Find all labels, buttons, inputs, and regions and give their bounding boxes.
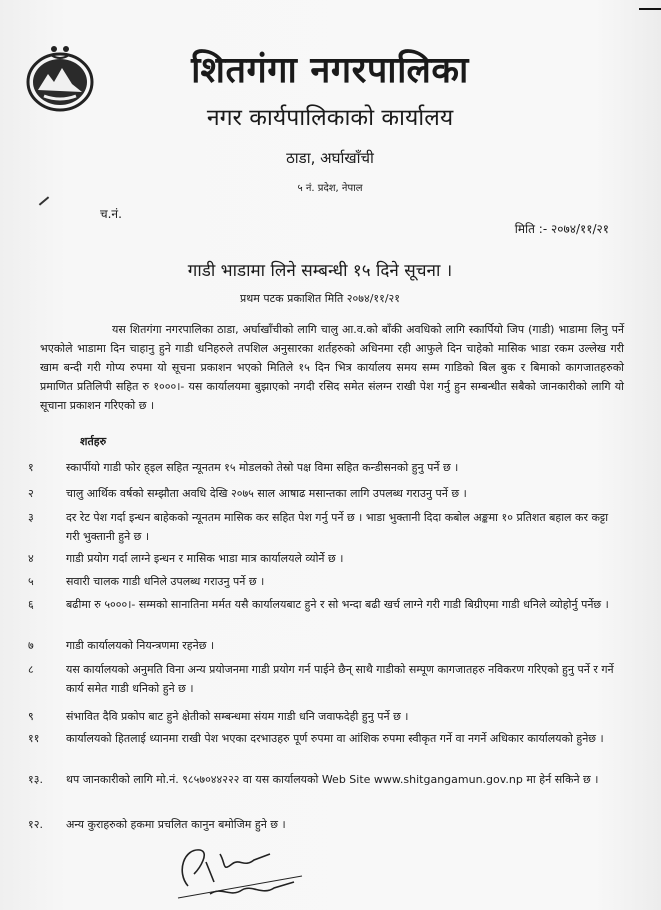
first-published-date: प्रथम पटक प्रकाशित मिति २०७४/११/२१ <box>240 292 400 305</box>
condition-text: यस कार्यालयको अनुमति विना अन्य प्रयोजनमा गाडी प्रयोग गर्न पाईने छैन् साथै गाडीको सम्पूण कागजातहरु नविकरण गरिएको हुनु पर्ने र गर्ने कार्य समेत गाडी धनिको हुने छ । <box>66 663 614 695</box>
terms-heading: शर्तहरु <box>80 435 107 448</box>
condition-number: ९ <box>28 710 34 723</box>
condition-text: सवारी चालक गाडी धनिले उपलब्ध गराउनु पर्ने छ । <box>66 575 265 588</box>
office-location: ठाडा, अर्घाखाँची <box>286 149 374 167</box>
condition-text: गाडी कार्यालयको नियन्त्रणमा रहनेछ । <box>66 639 215 652</box>
condition-number: १ <box>28 461 34 474</box>
document-date: मिति :- २०७४/११/२१ <box>514 222 609 236</box>
condition-text: अन्य कुराहरुको हकमा प्रचलित कानुन बमोजिम हुने छ । <box>66 818 286 831</box>
office-subtitle: नगर कार्यपालिकाको कार्यालय <box>206 105 454 131</box>
condition-text: संभावित दैवि प्रकोप बाट हुने क्षेतीको सम्बन्धमा संयम गाडी धनि जवाफदेही हुनु पर्ने छ । <box>66 710 409 723</box>
condition-number: १३. <box>28 773 43 786</box>
condition-number: ६ <box>28 598 34 611</box>
condition-text: बढीमा रु ५०००।- सम्मको सानातिना मर्मत यसै कार्यालयबाट हुने र सो भन्दा बढी खर्च लाग्ने गरी गाडी बिग्रीएमा गाडी धनिले व्योहोर्नु पर्नेछ । <box>66 598 609 611</box>
condition-number: ७ <box>28 639 34 652</box>
condition-text: दर रेट पेश गर्दा इन्धन बाहेकको न्यूनतम मासिक कर सहित पेश गर्नु पर्ने छ । भाडा भुक्तानी दिदा कबोल अङ्कमा १० प्रतिशत बहाल कर कट्टा गरी भुक्तानी हुने छ । <box>66 511 609 543</box>
condition-number: ११ <box>28 732 40 745</box>
pen-mark <box>39 196 49 205</box>
condition-text: गाडी प्रयोग गर्दा लाग्ने इन्धन र मासिक भाडा मात्र कार्यालयले व्योर्नेे छ । <box>66 552 344 565</box>
notice-title: गाडी भाडामा लिने सम्बन्धी १५ दिने सूचना । <box>187 261 453 281</box>
condition-number: ३ <box>28 511 34 524</box>
intro-paragraph <box>40 320 624 415</box>
reference-number-label: च.नं. <box>100 207 122 221</box>
intro-text: यस शितगंगा नगरपालिका ठाडा, अर्घाखाँचीको लागि चालु आ.व.को बाँकी अवधिको लागि स्कार्पियो जिप (गाडी) भाडामा लिनु पर्ने भएकोले भाडामा दिन चाहानु हुने गाडी धनिहरुले तपशिल अनुसारका शर्तहरुको अधिनमा रही आफुले दिन चाहेको मासिक भाडा रकम उल्लेख गरी खाम बन्दी गरी गोप्य रुपमा यो सूचना प्रकाशन भएको मितिले १५ दिन भित्र कार्यालय समय सम्म गाडिको बिल बुक र बिमाको कागजातहरुको प्रमाणित प्रतिलिपी सहित रु १०००।- यस कार्यालयमा बुझाएको नगदी रसिद समेत संलग्न राखी पेश गर्नु हुन सम्बन्धीत सबैको जानकारीको लागि यो सूचाना प्रकाशन गरिएको छ । <box>40 323 624 412</box>
condition-number: ८ <box>28 663 34 676</box>
condition-number: १२. <box>28 818 43 831</box>
condition-text: थप जानकारीको लागि मो.नं. ९८५७०४४२२२ वा यस कार्यालयको Web Site www.shitgangamun.gov.np मा हेर्न सकिने छ । <box>66 773 599 786</box>
signature-icon <box>170 824 310 904</box>
condition-text: कार्यालयको हितलाई ध्यानमा राखी पेश भएका दरभाउहरु पूर्ण रुपमा वा आंशिक रुपमा स्वीकृत गर्ने वा नगर्ने अधिकार कार्यालयको हुनेछ । <box>66 732 604 745</box>
nepal-emblem-icon <box>24 42 96 114</box>
condition-text: चालु आर्थिक वर्षको सम्झौता अवधि देखि २०७५ साल आषाढ मसान्तका लागि उपलब्ध गराउनु पर्ने छ । <box>66 487 467 500</box>
municipality-title: शितगंगा नगरपालिका <box>191 50 469 91</box>
province-line: ५ नं. प्रदेश, नेपाल <box>297 183 363 194</box>
condition-text: स्कार्पीयो गाडी फोर ह्इल सहित न्यूनतम १५ मोडलको तेस्रो पक्ष विमा सहित कन्डीसनको हुनु पर्ने छ । <box>66 461 459 474</box>
condition-number: ४ <box>28 552 34 565</box>
condition-number: २ <box>28 487 34 500</box>
condition-number: ५ <box>28 575 34 588</box>
scan-edge-mark <box>639 8 661 10</box>
